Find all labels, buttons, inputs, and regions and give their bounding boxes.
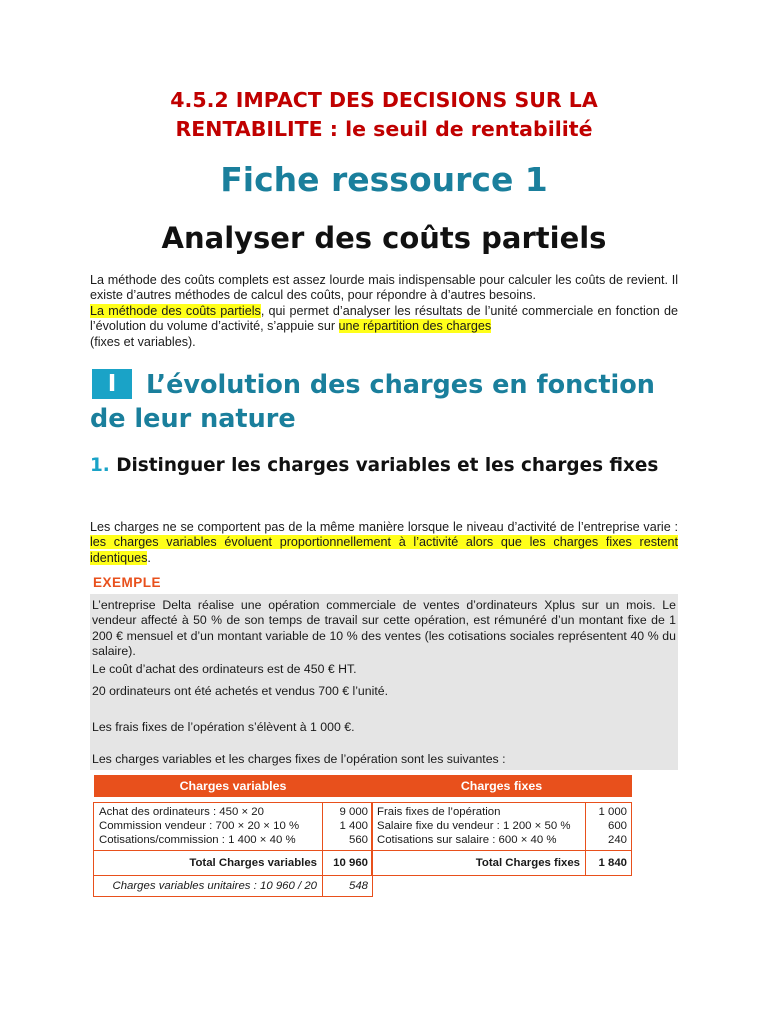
chapter-heading — [90, 86, 678, 144]
section-heading — [90, 368, 690, 436]
example-paragraph-2: Le coût d’achat des ordinateurs est de 450 € HT. — [92, 662, 357, 676]
fixed-charges-table — [371, 775, 632, 876]
example-box — [90, 594, 678, 770]
subsection-heading — [90, 453, 680, 479]
charges-end: . — [147, 550, 151, 565]
charges-highlight: les charges variables évoluent proportionnellement à l’activité alors que les charges fixes restent identiques — [90, 535, 678, 565]
variable-rows-values — [323, 803, 373, 851]
page-subtitle: Analyser des coûts partiels — [161, 221, 607, 255]
table-row-label: Salaire fixe du vendeur : 1 200 × 50 % — [377, 820, 571, 832]
chapter-line-1: 4.5.2 IMPACT DES DECISIONS SUR LA — [170, 88, 598, 112]
variable-unit-value: 548 — [323, 876, 373, 897]
intro-highlight-1: La méthode des coûts partiels — [90, 303, 261, 318]
table-row-label: Cotisations/commission : 1 400 × 40 % — [99, 834, 296, 846]
variable-unit-label: Charges variables unitaires : 10 960 / 20 — [94, 876, 323, 897]
example-paragraph-3: 20 ordinateurs ont été achetés et vendus 700 € l’unité. — [92, 684, 389, 698]
variable-charges-header: Charges variables — [94, 775, 373, 797]
table-row-label: Frais fixes de l’opération — [377, 806, 501, 818]
example-paragraph-5: Les charges variables et les charges fixes de l’opération sont les suivantes : — [92, 752, 506, 766]
charges-paragraph — [90, 520, 678, 566]
table-row-label: Cotisations sur salaire : 600 × 40 % — [377, 834, 557, 846]
intro-text-1: La méthode des coûts complets est assez lourde mais indispensable pour calculer les coûts de revient. Il existe d’autres méthodes de calcul des coûts, pour répondre à d’autres besoins. — [90, 273, 678, 303]
fixed-total-label: Total Charges fixes — [372, 851, 586, 876]
variable-total-value: 10 960 — [323, 851, 373, 876]
fixed-charges-header: Charges fixes — [372, 775, 632, 797]
variable-total-label: Total Charges variables — [94, 851, 323, 876]
table-row-label: Achat des ordinateurs : 450 × 20 — [99, 806, 264, 818]
example-paragraph-4: Les frais fixes de l’opération s’élèvent à 1 000 €. — [92, 720, 355, 734]
chapter-line-2: RENTABILITE : le seuil de rentabilité — [175, 117, 593, 141]
intro-highlight-2: une répartition des charges — [338, 319, 492, 334]
table-row-value: 560 — [348, 834, 368, 846]
example-paragraph-1: L’entreprise Delta réalise une opération commerciale de ventes d’ordinateurs Xplus sur un mois. Le vendeur affecté à 50 % de son temps de travail sur cette opération, est rémunéré d’un montant fixe de 1 200 € mensuel et d’un montant variable de 10 % des ventes (les cotisations sociales représentent 40 % du salaire). — [92, 598, 676, 659]
intro-text-3: (fixes et variables). — [90, 334, 196, 349]
fixed-rows-labels — [372, 803, 586, 851]
table-row-value: 9 000 — [339, 806, 368, 818]
variable-rows-labels — [94, 803, 323, 851]
table-row-value: 1 000 — [598, 806, 627, 818]
charges-text: Les charges ne se comportent pas de la même manière lorsque le niveau d’activité de l’entreprise varie : — [90, 520, 678, 534]
section-title: L’évolution des charges en fonction de leur nature — [90, 370, 655, 434]
table-row-value: 1 400 — [339, 820, 368, 832]
fixed-rows-values — [586, 803, 632, 851]
fixed-total-value: 1 840 — [586, 851, 632, 876]
subsection-title: Distinguer les charges variables et les charges fixes — [116, 455, 659, 476]
table-row-value: 240 — [607, 834, 627, 846]
fiche-title: Fiche ressource 1 — [220, 160, 548, 199]
variable-charges-table — [93, 775, 373, 897]
subsection-number: 1. — [90, 455, 110, 476]
intro-text-2: , qui permet d’analyser les résultats de l’unité commerciale en fonction de l’évolution du volume d’activité, s’appuie sur — [90, 303, 678, 334]
table-row-value: 600 — [607, 820, 627, 832]
section-number-badge: I — [92, 369, 132, 399]
table-row-label: Commission vendeur : 700 × 20 × 10 % — [99, 820, 300, 832]
example-label: EXEMPLE — [93, 575, 162, 590]
intro-paragraph — [90, 273, 678, 350]
